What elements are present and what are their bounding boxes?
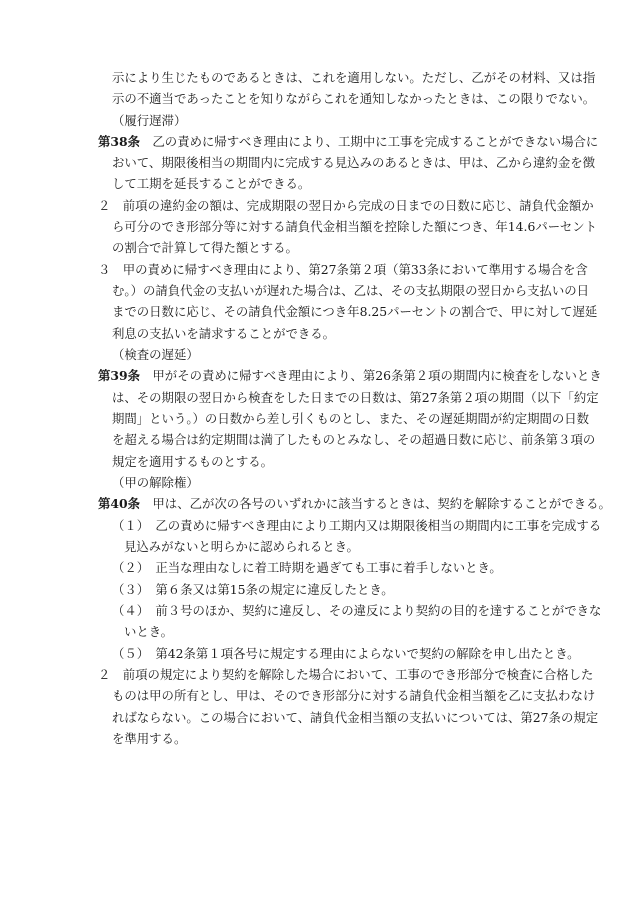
list-item-line: （３） 第６条又は第15条の規定に違反したとき。 [112, 582, 394, 597]
text-line: 示により生じたものであるときは、これを適用しない。ただし、乙がその材料、又は指 [112, 70, 596, 85]
article-39-line [98, 366, 602, 386]
list-item-line: （５） 第42条第１項各号に規定する理由によらないで契約の解除を申し出たとき。 [112, 646, 580, 661]
article-label: 第38条 [98, 134, 141, 149]
article-38-line [98, 132, 598, 152]
text-line: して工期を延長することができる。 [112, 176, 311, 191]
text-line: の割合で計算して得た額とする。 [112, 240, 298, 255]
text-line: ら可分のでき形部分等に対する請負代金相当額を控除した額につき、年14.6パーセント [112, 219, 598, 234]
text-line: 示の不適当であったことを知りながらこれを通知しなかったときは、この限りでない。 [112, 91, 596, 106]
text-line: を準用する。 [112, 731, 187, 746]
article-label: 第40条 [98, 496, 141, 511]
text-line: 利息の支払いを請求することができる。 [112, 326, 336, 341]
article-label: 第39条 [98, 368, 141, 383]
text-line: 見込みがないと明らかに認められるとき。 [124, 539, 359, 554]
article-text: 甲は、乙が次の各号のいずれかに該当するときは、契約を解除することができる。 [140, 496, 611, 511]
text-line: おいて、期限後相当の期間内に完成する見込みのあるときは、甲は、乙から違約金を徴 [112, 155, 595, 170]
text-line: 規定を適用するものとする。 [112, 454, 274, 469]
text-line: いとき。 [124, 624, 174, 639]
paragraph-line: ２ 前項の規定により契約を解除した場合において、工事のでき形部分で検査に合格した [98, 667, 594, 682]
paragraph-line: ２ 前項の違約金の額は、完成期限の翌日から完成の日までの日数に応じ、請負代金額か [98, 198, 594, 213]
list-item-line: （４） 前３号のほか、契約に違反し、その違反により契約の目的を達することができな [112, 603, 602, 618]
article-40-line [98, 494, 611, 514]
text-line: を超える場合は約定期間は満了したものとみなし、その超過日数に応じ、前条第３項の [112, 432, 596, 447]
section-heading: （甲の解除権） [112, 475, 199, 490]
article-text: 甲がその責めに帰すべき理由により、第26条第２項の期間内に検査をしないとき [140, 368, 602, 383]
text-line: は、その期限の翌日から検査をした日までの日数は、第27条第２項の期間（以下「約定 [112, 390, 599, 405]
section-heading: （検査の遅延） [112, 347, 199, 362]
text-line: ものは甲の所有とし、甲は、そのでき形部分に対する請負代金相当額を乙に支払わなけ [112, 688, 596, 703]
article-text: 乙の責めに帰すべき理由により、工期中に工事を完成することができない場合に [140, 134, 599, 149]
text-line: む。）の請負代金の支払いが遅れた場合は、乙は、その支払期限の翌日から支払いの日 [112, 283, 590, 298]
list-item-line: （２） 正当な理由なしに着工時期を過ぎても工事に着手しないとき。 [112, 560, 502, 575]
paragraph-line: ３ 甲の責めに帰すべき理由により、第27条第２項（第33条において準用する場合を含 [98, 262, 588, 277]
section-heading: （履行遅滞） [112, 113, 187, 128]
list-item-line: （１） 乙の責めに帰すべき理由により工期内又は期限後相当の期間内に工事を完成する [112, 518, 602, 533]
text-line: までの日数に応じ、その請負代金額につき年8.25パーセントの割合で、甲に対して遅延 [112, 304, 598, 319]
text-line: 期間」という。）の日数から差し引くものとし、また、その遅延期間が約定期間の日数 [112, 411, 590, 426]
text-line: ればならない。この場合において、請負代金相当額の支払いについては、第27条の規定 [112, 710, 599, 725]
